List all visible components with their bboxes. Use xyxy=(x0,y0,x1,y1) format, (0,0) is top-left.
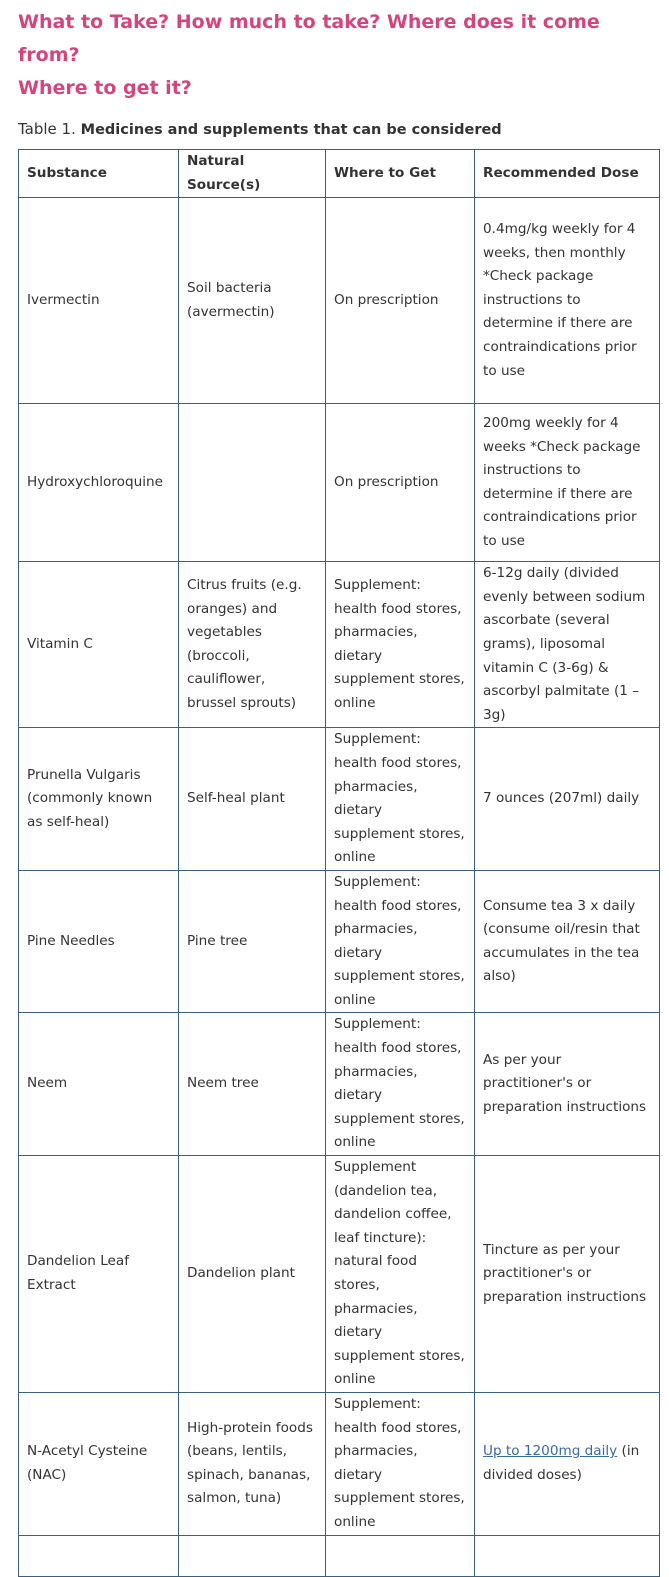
cell-where-to-get: Supplement (dandelion tea, dandelion coffee, leaf tincture): natural food stores, pharmacies, dietary supplement stores, online xyxy=(326,1156,475,1393)
cell-recommended-dose: As per your practitioner's or preparation instructions xyxy=(475,1013,660,1156)
cell-where-to-get: Supplement: health food stores, pharmacies, dietary supplement stores, online xyxy=(326,728,475,871)
table-caption-label: Table 1. xyxy=(18,120,76,138)
cell-substance: Ivermectin xyxy=(19,198,179,404)
table-row xyxy=(19,198,660,404)
cell-where-to-get: Supplement: health food stores, pharmacies, dietary supplement stores, online xyxy=(326,870,475,1013)
cell-recommended-dose: 0.4mg/kg weekly for 4 weeks, then monthly *Check package instructions to determine if there are contraindications prior to use xyxy=(475,198,660,404)
cell-where-to-get: Supplement: health food stores, pharmacies, dietary supplement stores, online xyxy=(326,562,475,728)
table-row xyxy=(19,1392,660,1535)
header-where-to-get: Where to Get xyxy=(326,150,475,198)
table-row xyxy=(19,404,660,562)
cell-substance: Vitamin C xyxy=(19,562,179,728)
section-heading-line-2: Where to get it? xyxy=(18,77,192,99)
table-row xyxy=(19,562,660,728)
cell-substance: Pine Needles xyxy=(19,870,179,1013)
header-substance: Substance xyxy=(19,150,179,198)
cell-natural-source xyxy=(179,1535,326,1576)
cell-natural-source: Dandelion plant xyxy=(179,1156,326,1393)
cell-where-to-get: On prescription xyxy=(326,198,475,404)
article-content xyxy=(18,6,663,1577)
cell-where-to-get: Supplement: health food stores, pharmacies, dietary supplement stores, online xyxy=(326,1013,475,1156)
cell-substance: Neem xyxy=(19,1013,179,1156)
cell-natural-source xyxy=(179,404,326,562)
cell-natural-source: Neem tree xyxy=(179,1013,326,1156)
dose-text: (in divided doses) xyxy=(483,1443,640,1483)
table-caption-title: Medicines and supplements that can be considered xyxy=(80,122,502,138)
section-heading xyxy=(18,6,663,105)
cell-natural-source: Pine tree xyxy=(179,870,326,1013)
table-header-row xyxy=(19,150,660,198)
table-row xyxy=(19,1156,660,1393)
table-row xyxy=(19,728,660,871)
cell-substance: N-Acetyl Cysteine (NAC) xyxy=(19,1392,179,1535)
table-row xyxy=(19,1013,660,1156)
cell-recommended-dose: 200mg weekly for 4 weeks *Check package instructions to determine if there are contraindications prior to use xyxy=(475,404,660,562)
dose-reference-link[interactable]: Up to 1200mg daily xyxy=(483,1443,618,1460)
cell-recommended-dose: Consume tea 3 x daily (consume oil/resin that accumulates in the tea also) xyxy=(475,870,660,1013)
cell-recommended-dose: 6-12g daily (divided evenly between sodium ascorbate (several grams), liposomal vitamin C (3-6g) & ascorbyl palmitate (1 – 3g) xyxy=(475,562,660,728)
cell-recommended-dose: 7 ounces (207ml) daily xyxy=(475,728,660,871)
cell-natural-source: Soil bacteria (avermectin) xyxy=(179,198,326,404)
cell-natural-source: Self-heal plant xyxy=(179,728,326,871)
cell-substance: Hydroxychloroquine xyxy=(19,404,179,562)
section-heading-line-1: What to Take? How much to take? Where does it come from? xyxy=(18,11,600,66)
header-natural-sources: Natural Source(s) xyxy=(179,150,326,198)
medicines-table xyxy=(18,149,660,1577)
table-caption xyxy=(18,118,663,141)
cell-substance xyxy=(19,1535,179,1576)
cell-substance: Dandelion Leaf Extract xyxy=(19,1156,179,1393)
cell-recommended-dose: Tincture as per your practitioner's or preparation instructions xyxy=(475,1156,660,1393)
table-row xyxy=(19,870,660,1013)
table-row xyxy=(19,1535,660,1576)
cell-natural-source: Citrus fruits (e.g. oranges) and vegetables (broccoli, cauliflower, brussel sprouts) xyxy=(179,562,326,728)
cell-recommended-dose xyxy=(475,1392,660,1535)
cell-natural-source: High-protein foods (beans, lentils, spinach, bananas, salmon, tuna) xyxy=(179,1392,326,1535)
cell-recommended-dose xyxy=(475,1535,660,1576)
cell-where-to-get xyxy=(326,1535,475,1576)
header-recommended-dose: Recommended Dose xyxy=(475,150,660,198)
cell-where-to-get: On prescription xyxy=(326,404,475,562)
cell-where-to-get: Supplement: health food stores, pharmacies, dietary supplement stores, online xyxy=(326,1392,475,1535)
cell-substance: Prunella Vulgaris (commonly known as self-heal) xyxy=(19,728,179,871)
